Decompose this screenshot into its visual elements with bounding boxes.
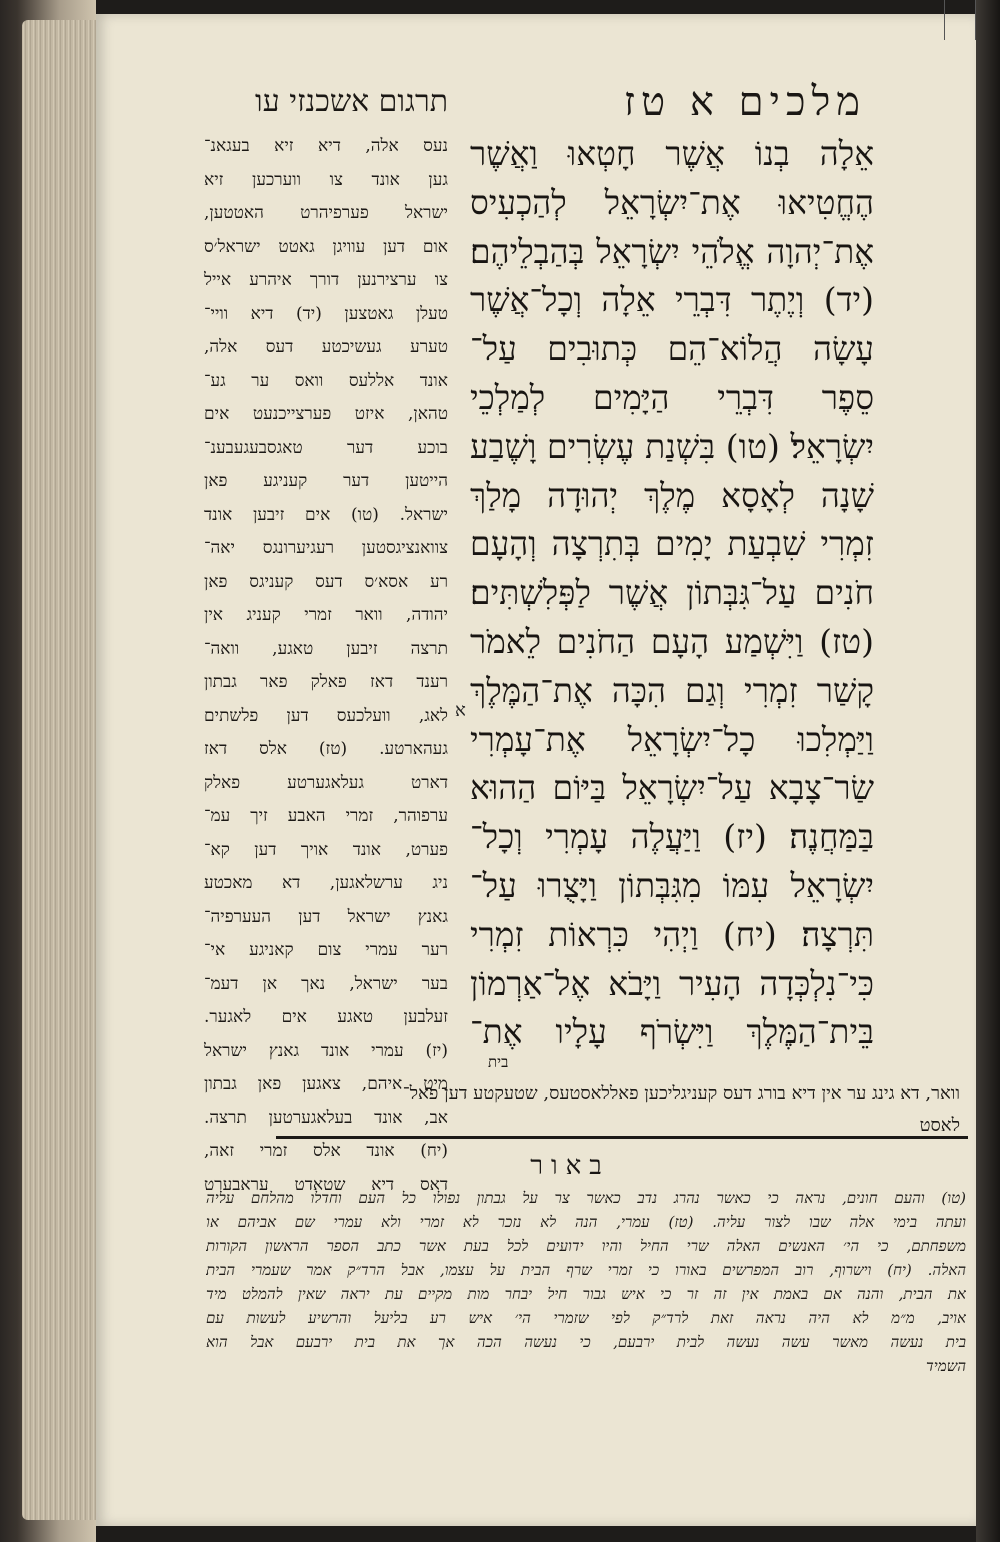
biur-line: את הבית, והנה אם באמת אין זה זר כי איש גבור חיל יבחר מות מקיים עת יראה שאין להמלט מיד [206,1285,966,1303]
targum-line: לאג, וועלכעס דען פלשתים [204,705,448,726]
scripture-line: חֹנִים עַל־גִּבְּתוֹן אֲשֶׁר לַפְּלִשְׁתִּים׃ [470,573,874,613]
targum-line: געהארטע. (טז) אלס דאז [204,739,448,759]
scripture-line: זִמְרִי שִׁבְעַת יָמִים בְּתִרְצָה וְהָעָם [470,524,874,564]
targum-line: ישראל פערפיהרט האטטען, [204,203,448,223]
biur-line: משפחתם, כי הי׳ האנשים האלה שרי החיל והיו ידועים לכל בעת אשר כתב הספר הראשון הקורות [206,1237,966,1255]
scripture-line: וַיַּמְלִכוּ כָל־יִשְׂרָאֵל אֶת־עָמְרִי [470,719,874,759]
biur-line: השמיד [926,1357,966,1375]
targum-line: טערע געשיכטע דעס אלה, [204,337,448,357]
targum-line: (יז) עמרי אונד גאנץ ישראל [204,1040,448,1061]
targum-line: אום דען עוויגן גאטט ישראל׳ס [204,236,448,257]
targum-line: אונד אללעס וואס ער גע־ [204,370,448,391]
scripture-line: יִשְׂרָאֵל׃ (טו) בִּשְׁנַת עֶשְׂרִים וָשֶׁבַע [470,426,874,466]
biur-commentary [206,1186,966,1378]
scripture-line: אֵלָה בְנוֹ אֲשֶׁר חָטְאוּ וַאֲשֶׁר [470,134,874,173]
targum-column [204,130,448,1202]
scripture-line: בֵּית־הַמֶּלֶךְ וַיִּשְׂרֹף עָלָיו אֶת־ [470,1012,874,1052]
targum-line: בער ישראל, נאך אן דעמ־ [204,973,448,994]
scripture-line: אֶת־יְהוָה אֱלֹהֵי יִשְׂרָאֵל בְּהַבְלֵיהֶם׃ [470,231,874,271]
biur-line: אויב, מ״מ לא היה נראה זאת לרד״ק לפי שזמרי הי׳ איש רע בליעל והרשיע לעשות עם [206,1309,966,1327]
targum-line: רער עמרי צום קאניגע אי־ [204,940,448,960]
biur-line: (טו) והעם חונים, נראה כי כאשר נהרג נדב כאשר צר על גבתון נפולו כל העם וחדלו מהלחם עליה [206,1189,966,1207]
scripture-line: כִּי־נִלְכְּדָה הָעִיר וַיָּבֹא אֶל־אַרְמוֹן [470,963,874,1003]
biur-line: ועתה בימי אלה שבו לצור עליה. (טז) עמרי, הנה לא נזכר לא זמרי ולא עמרי שם אביהם או [206,1213,966,1231]
scripture-line: הֶחֱטִיאוּ אֶת־יִשְׂרָאֵל לְהַכְעִיס [470,182,874,222]
targum-line: (יח) אונד אלס זמרי זאה, [204,1141,448,1161]
targum-overflow [200,1078,960,1142]
targum-line: זעלבען טאגע אים לאגער. [204,1007,448,1027]
scripture-line: בַּמַּחֲנֶה׃ (יז) וַיַּעֲלֶה עָמְרִי וְכָל־ [470,817,874,857]
targum-line: נעס אלה, דיא זיא בעגאנ־ [204,136,448,156]
right-edge [976,0,1000,1542]
targum-overflow-line: וואר, דא גינג ער אין דיא בורג דעס קעניגליכען פאללאסטעס, שטעקטע דען פאל־ [402,1083,960,1104]
separator-rule [276,1136,968,1139]
targum-line: צו ערצירנען דורך איהרע אייל [204,270,448,290]
targum-line: הייטען דער קעניגע פאן [204,471,448,491]
scripture-line: (טז) וַיִּשְׁמַע הָעָם הַחֹנִים לֵאמֹר [470,621,874,661]
running-header-main: מלכים א טז [623,79,866,125]
targum-overflow-line: לאסט [919,1115,960,1136]
targum-line: ישראל. (טו) אים זיבען אונד [204,504,448,525]
targum-line: דאס דיא שטאדט עראבערט [204,1174,448,1195]
biur-line: האלה. (יח) וישרוף, רוב המפרשים באורו כי זמרי שרף הבית על עצמו, אבל הרד״ק אמר שעמרי הבית [206,1261,966,1279]
targum-line: טהאן, איזט פערצייכנעט אים [204,404,448,424]
targum-line: גען אונד צו ווערכען זיא [204,169,448,190]
scripture-line: עָשָׂה הֲלוֹא־הֵם כְּתוּבִים עַל־ [470,329,874,369]
targum-line: מיט איהם, צאגען פאן גבתון [204,1074,448,1094]
targum-line: גאנץ ישראל דען העערפיה־ [204,906,448,927]
targum-line: ערפוהר, זמרי האבע זיך עמ־ [204,806,448,826]
targum-line: רענד דאז פאלק פאר גבתון [204,672,448,692]
biur-title: באור [530,1151,610,1181]
targum-line: דארט געלאגערטע פאלק [204,772,448,793]
main-text-column [470,130,874,1071]
running-header-targum: תרגום אשכנזי עו [255,84,448,119]
scripture-line: קָשַׁר זִמְרִי וְגַם הִכָּה אֶת־הַמֶּלֶךְ [470,670,874,710]
targum-line: תרצה זיבען טאגע, וואה־ [204,638,448,659]
targum-line: רע אסא׳ס דעס קעניגס פאן [204,571,448,592]
targum-line: טעלן גאטצען (יד) דיא וויי־ [204,303,448,324]
ruler-marker [944,0,976,40]
targum-line: פערט, אונד אויך דען קא־ [204,839,448,860]
targum-line: אב, אונד בעלאגערטען תרצה. [204,1107,448,1128]
targum-line: בוכע דער טאגסבעגעבענ־ [204,437,448,458]
scripture-line: (יד) וְיֶתֶר דִּבְרֵי אֵלָה וְכָל־אֲשֶׁר [470,280,874,320]
aleph-mark: א [455,700,466,721]
targum-line: יהודה, וואר זמרי קעניג אין [204,605,448,625]
targum-line: ניג ערשלאגען, דא מאכטע [204,873,448,893]
page-stack [22,20,96,1520]
scripture-line: שַׂר־צָבָא עַל־יִשְׂרָאֵל בַּיּוֹם הַהוּא [470,768,874,808]
biur-line: בית נעשה מאשר עשה נעשה לבית ירבעם, כי נעשה הכה אך את בית ירבעם אבל הוא [206,1333,966,1351]
scripture-line: יִשְׂרָאֵל עִמּוֹ מִגִּבְּתוֹן וַיָּצֻרוּ עַל־ [470,865,874,905]
scripture-line: שָׁנָה לְאָסָא מֶלֶךְ יְהוּדָה מָלַךְ [470,475,874,515]
catchword: בית [488,1053,509,1072]
scripture-line: תִּרְצָה׃ (יח) וַיְהִי כִּרְאוֹת זִמְרִי [470,914,874,954]
targum-line: צוואנציגסטען רעגיערונגס יאה־ [204,538,448,558]
scripture-line: סֵפֶר דִּבְרֵי הַיָּמִים לְמַלְכֵי [470,377,874,417]
